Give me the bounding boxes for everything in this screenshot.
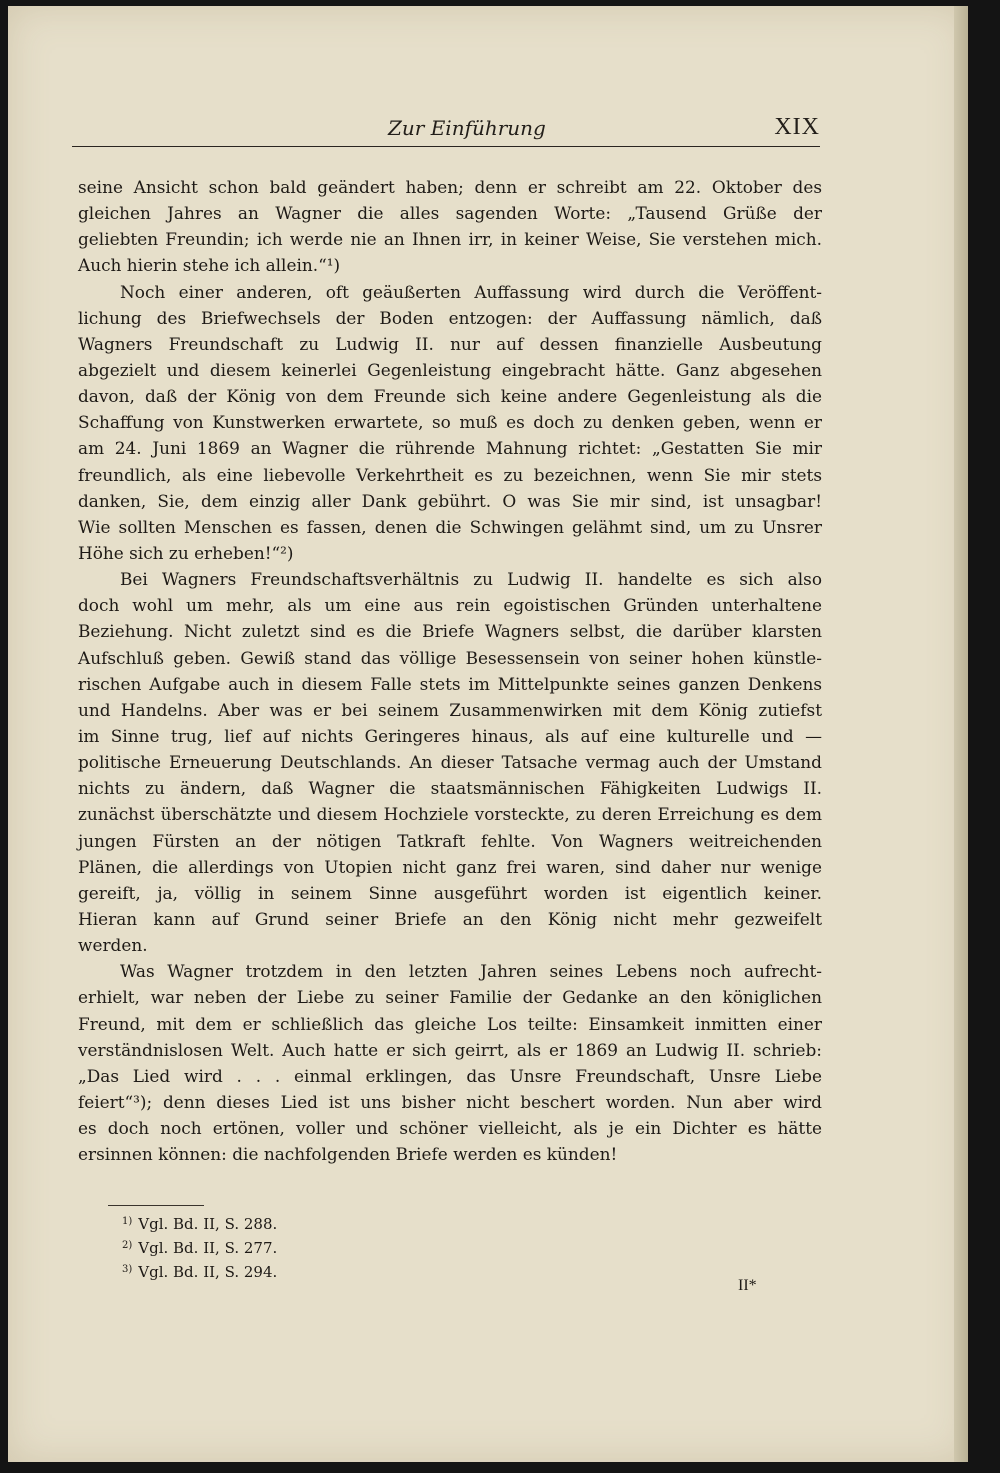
- text-line: verständnislosen Welt. Auch hatte er sich geirrt, als er 1869 an Ludwig II. schrieb:: [78, 1039, 822, 1060]
- footnote-marker: 1): [122, 1216, 133, 1227]
- footnote-marker: 3): [122, 1264, 133, 1275]
- text-line: Wie sollten Menschen es fassen, denen die Schwingen gelähmt sind, um zu Unsrer: [78, 516, 822, 537]
- footnote: [122, 1258, 277, 1282]
- body-text: [78, 174, 822, 1167]
- text-line: Hieran kann auf Grund seiner Briefe an den König nicht mehr gezweifelt: [78, 908, 822, 929]
- text-line: Plänen, die allerdings von Utopien nicht ganz frei waren, sind daher nur wenige: [78, 856, 822, 877]
- footnote-text: Vgl. Bd. II, S. 277.: [138, 1239, 278, 1257]
- text-line: nichts zu ändern, daß Wagner die staatsmännischen Fähigkeiten Ludwigs II.: [78, 778, 822, 799]
- page-number: XIX: [774, 114, 820, 140]
- page-edge: [954, 6, 968, 1462]
- text-line: Noch einer anderen, oft geäußerten Auffassung wird durch die Veröffent-: [120, 281, 822, 302]
- text-line: Beziehung. Nicht zuletzt sind es die Briefe Wagners selbst, die darüber klarsten: [78, 621, 822, 642]
- text-line: im Sinne trug, lief auf nichts Geringeres hinaus, als auf eine kulturelle und —: [78, 725, 822, 746]
- text-line: gereift, ja, völlig in seinem Sinne ausgeführt worden ist eigentlich keiner.: [78, 882, 822, 903]
- text-line: feiert“³); denn dieses Lied ist uns bisher nicht beschert worden. Nun aber wird: [78, 1091, 822, 1112]
- text-line: gleichen Jahres an Wagner die alles sagenden Worte: „Tausend Grüße der: [78, 203, 822, 224]
- text-line: davon, daß der König von dem Freunde sich keine andere Gegenleistung als die: [78, 386, 822, 407]
- footnotes: [122, 1210, 277, 1282]
- text-line: zunächst überschätzte und diesem Hochziele vorsteckte, zu deren Erreichung es dem: [78, 804, 822, 825]
- text-line: seine Ansicht schon bald geändert haben; denn er schreibt am 22. Oktober des: [78, 177, 822, 197]
- running-head-title: Zur Einführung: [388, 116, 546, 140]
- footnote-text: Vgl. Bd. II, S. 288.: [138, 1215, 278, 1233]
- text-line: ersinnen können: die nachfolgenden Briefe werden es künden!: [78, 1144, 618, 1165]
- text-line: es doch noch ertönen, voller und schöner vielleicht, als je ein Dichter es hätte: [78, 1118, 822, 1139]
- footnote-marker: 2): [122, 1240, 133, 1251]
- text-line: Schaffung von Kunstwerken erwartete, so muß es doch zu denken geben, wenn er: [78, 412, 822, 433]
- text-line: politische Erneuerung Deutschlands. An dieser Tatsache vermag auch der Umstand: [78, 752, 822, 773]
- text-line: Auch hierin stehe ich allein.“¹): [78, 255, 341, 276]
- text-line: am 24. Juni 1869 an Wagner die rührende Mahnung richtet: „Gestatten Sie mir: [78, 438, 822, 459]
- sheet-signature: II*: [738, 1277, 757, 1294]
- text-line: abgezielt und diesem keinerlei Gegenleistung eingebracht hätte. Ganz abgesehen: [78, 359, 822, 380]
- text-line: geliebten Freundin; ich werde nie an Ihnen irr, in keiner Weise, Sie verstehen mich.: [78, 229, 822, 250]
- text-line: Höhe sich zu erheben!“²): [78, 542, 294, 563]
- text-line: „Das Lied wird . . . einmal erklingen, das Unsre Freundschaft, Unsre Liebe: [78, 1065, 822, 1086]
- text-line: Aufschluß geben. Gewiß stand das völlige Besessensein von seiner hohen künstle-: [78, 647, 822, 668]
- text-line: doch wohl um mehr, als um eine aus rein egoistischen Gründen unterhaltene: [78, 595, 822, 616]
- text-line: freundlich, als eine liebevolle Verkehrtheit es zu bezeichnen, wenn Sie mir stets: [78, 464, 822, 485]
- text-line: lichung des Briefwechsels der Boden entzogen: der Auffassung nämlich, daß: [78, 307, 822, 328]
- text-line: und Handelns. Aber was er bei seinem Zusammenwirken mit dem König zutiefst: [78, 699, 822, 720]
- text-line: Freund, mit dem er schließlich das gleiche Los teilte: Einsamkeit inmitten einer: [78, 1013, 822, 1034]
- footnote-rule: [108, 1205, 204, 1206]
- text-line: Was Wagner trotzdem in den letzten Jahren seines Lebens noch aufrecht-: [120, 961, 822, 982]
- footnote-text: Vgl. Bd. II, S. 294.: [138, 1263, 278, 1281]
- text-line: erhielt, war neben der Liebe zu seiner Familie der Gedanke an den königlichen: [78, 987, 822, 1008]
- text-line: jungen Fürsten an der nötigen Tatkraft fehlte. Von Wagners weitreichenden: [78, 830, 822, 851]
- text-line: werden.: [78, 935, 148, 956]
- text-line: Wagners Freundschaft zu Ludwig II. nur auf dessen finanzielle Ausbeutung: [78, 333, 822, 354]
- running-head: [72, 112, 820, 147]
- text-line: rischen Aufgabe auch in diesem Falle stets im Mittelpunkte seines ganzen Denkens: [78, 673, 822, 694]
- footnote: [122, 1234, 277, 1258]
- text-line: danken, Sie, dem einzig aller Dank gebührt. O was Sie mir sind, ist unsagbar!: [78, 490, 822, 511]
- footnote: [122, 1210, 277, 1234]
- text-line: Bei Wagners Freundschaftsverhältnis zu Ludwig II. handelte es sich also: [120, 569, 822, 590]
